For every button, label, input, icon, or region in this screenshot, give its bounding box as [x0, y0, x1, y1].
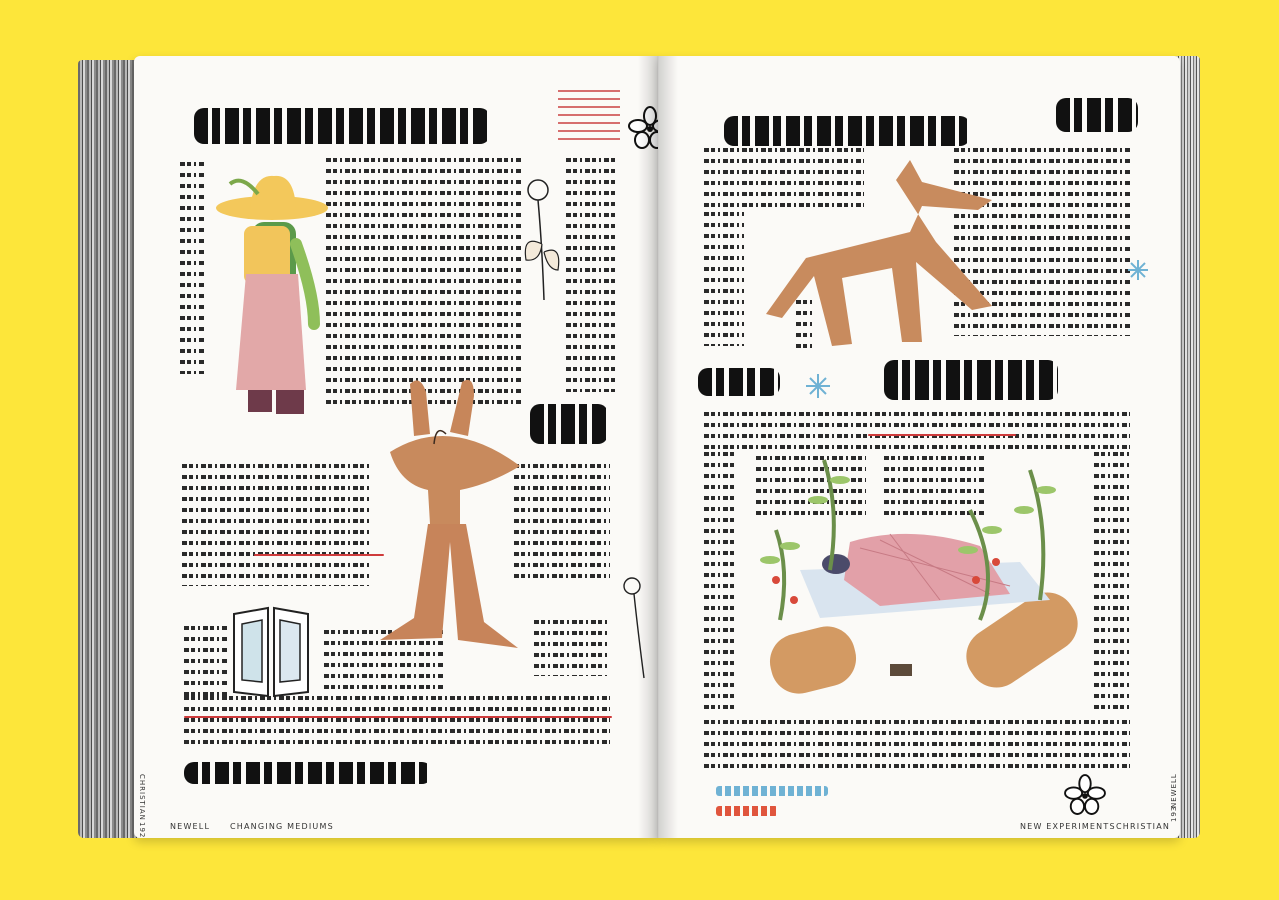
- mid-heading: [698, 368, 780, 396]
- footer-section: CHANGING MEDIUMS: [230, 822, 334, 831]
- vertical-author: NEWELL: [1170, 773, 1178, 808]
- flower: [620, 572, 656, 682]
- vertical-author: CHRISTIAN: [138, 774, 146, 821]
- bed-with-trees: [740, 450, 1100, 720]
- daisy-icon: [1066, 776, 1104, 814]
- window: [230, 604, 312, 704]
- subheading-lower: [184, 762, 432, 784]
- text-block-middle: [182, 464, 372, 586]
- horse-figure: [760, 160, 1008, 346]
- page-edges-left: [78, 60, 140, 838]
- text-block-wide: [704, 412, 1130, 452]
- cowboy-figure: [202, 164, 342, 444]
- corner-heading: [1056, 98, 1138, 132]
- text-column-left: [704, 452, 734, 714]
- highlight-line: [868, 434, 1016, 436]
- open-book: [78, 52, 1200, 842]
- asterisk-flower-icon: [806, 374, 830, 398]
- hugging-figure: [370, 374, 530, 652]
- mid-heading-long: [884, 360, 1058, 400]
- handwritten-note: [716, 786, 828, 796]
- text-block-lower-right: [534, 620, 610, 676]
- footer-section: NEW EXPERIMENTS: [1020, 822, 1116, 831]
- highlight-line: [184, 716, 612, 718]
- asterisk-flower-icon: [1128, 260, 1148, 280]
- text-block-bottom: [704, 720, 1130, 772]
- text-block-right: [566, 158, 616, 392]
- flower: [518, 174, 566, 304]
- handwritten-note: [558, 90, 620, 142]
- handwritten-note: [716, 806, 778, 816]
- page-number: 193: [1170, 805, 1178, 822]
- text-block-top: [326, 158, 522, 404]
- text-column-narrow: [704, 212, 744, 346]
- page-number: 192: [138, 822, 146, 839]
- text-column-lower: [184, 626, 228, 696]
- footer-author: CHRISTIAN: [1116, 822, 1171, 831]
- side-heading: [530, 404, 608, 444]
- right-page: [658, 56, 1180, 838]
- footer-author: NEWELL: [170, 822, 211, 831]
- right-page-title: [724, 116, 970, 146]
- highlight-line: [254, 554, 384, 556]
- left-page-title: [194, 108, 490, 144]
- left-page: [134, 56, 658, 838]
